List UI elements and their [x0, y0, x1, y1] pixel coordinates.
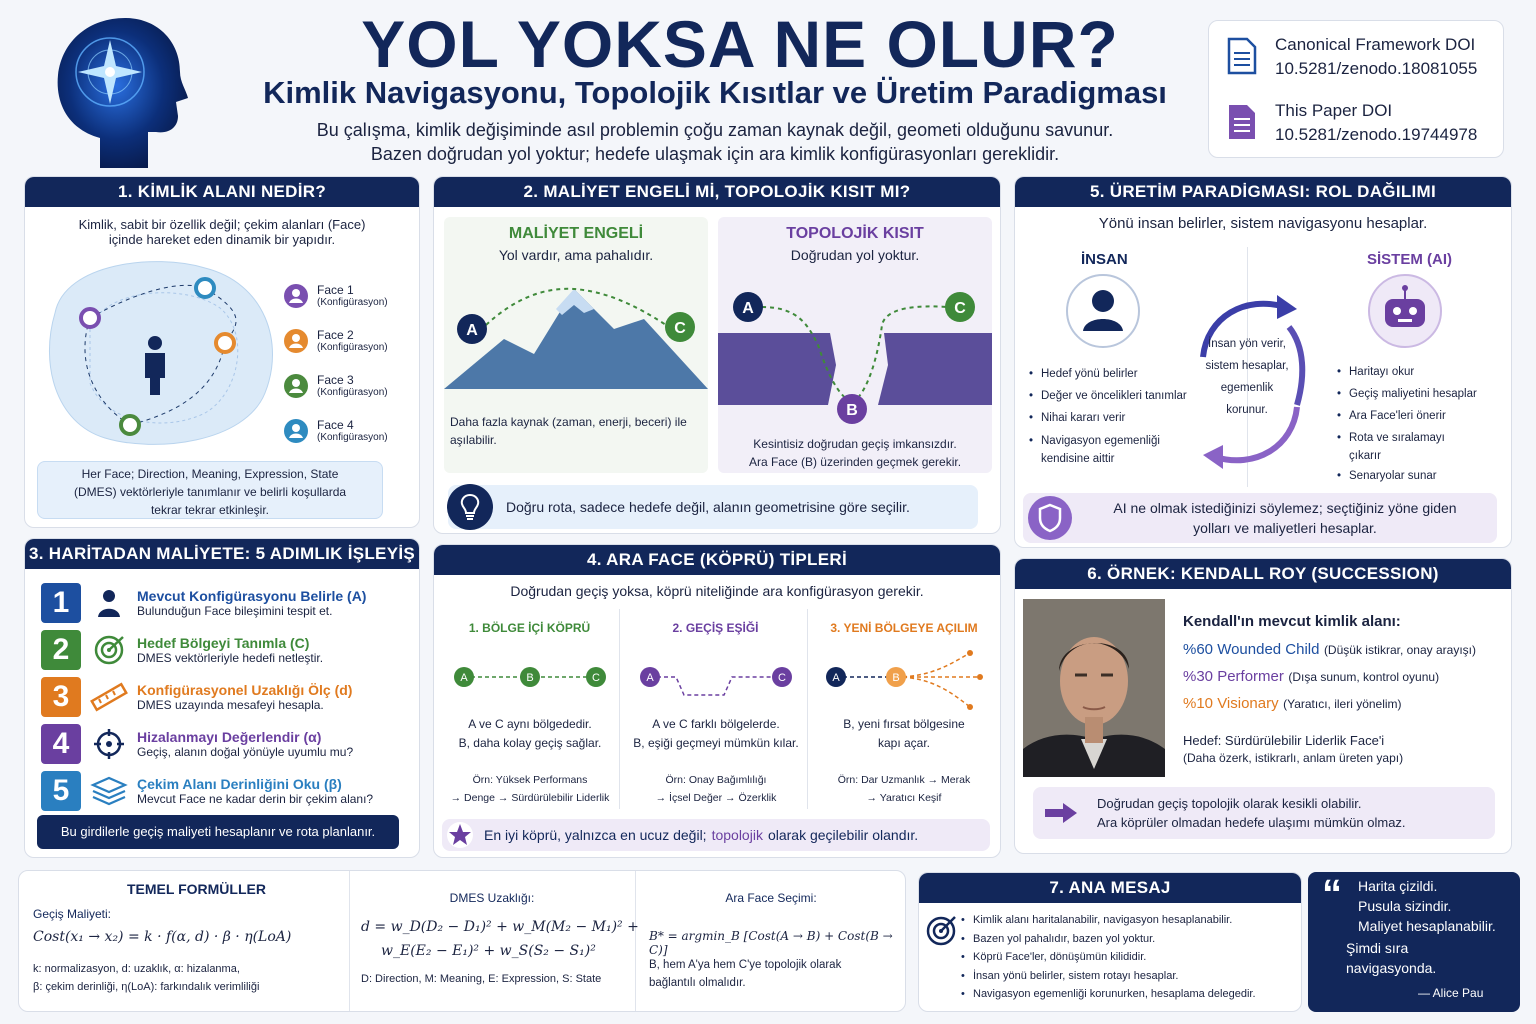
face-sub: (Konfigürasyon)	[317, 387, 388, 398]
quote-line-4: Şimdi sıra	[1346, 940, 1409, 956]
selection-formula-label: Ara Face Seçimi:	[725, 891, 817, 905]
section-2-cost-vs-topology	[433, 176, 1001, 534]
bridge-example-line: → İçsel Değer → Özerklik	[655, 792, 777, 804]
face-name: Face 4	[317, 418, 354, 432]
cost-desc-1: Daha fazla kaynak (zaman, enerji, beceri) ile	[450, 415, 687, 429]
paper-icon	[1227, 103, 1257, 141]
node-a-label: A	[832, 672, 840, 684]
doi-card	[1208, 20, 1504, 158]
quote-line-5: navigasyonda.	[1346, 960, 1437, 976]
bridge-diagram	[636, 661, 796, 701]
step-title: Çekim Alanı Derinliğini Oku (β)	[137, 775, 342, 792]
step-number: 3	[41, 677, 81, 717]
kendall-field-title: Kendall'ın mevcut kimlik alanı:	[1183, 613, 1401, 630]
face-name: Face 1	[317, 283, 354, 297]
step-number: 1	[41, 583, 81, 623]
cost-desc	[450, 413, 687, 449]
head-logo	[40, 10, 190, 170]
lightbulb-icon	[446, 483, 494, 531]
cost-formula-label: Geçiş Maliyeti:	[33, 907, 112, 921]
target-arrow-icon	[925, 913, 959, 947]
topo-title: TOPOLOJİK KISIT	[786, 225, 924, 242]
step-number: 5	[41, 771, 81, 811]
system-item: • Geçiş maliyetini hesaplar	[1337, 383, 1507, 405]
main-message-item: • Navigasyon egemenliği korunurken, hesaplama delegedir.	[961, 985, 1299, 1004]
step-desc: Bulunduğun Face bileşimini tespit et.	[137, 603, 333, 618]
paper-doi-link[interactable]: 10.5281/zenodo.19744978	[1275, 125, 1478, 144]
bridge-type-card	[440, 609, 620, 809]
human-avatar-icon	[1063, 273, 1143, 349]
node-a-label: A	[742, 300, 754, 317]
section-7-main-message	[918, 872, 1302, 1012]
bridge-desc-line: B, daha kolay geçiş sağlar.	[458, 736, 602, 750]
selection-legend-2: bağlantılı olmalıdır.	[649, 977, 746, 989]
section-4-title: 4. ARA FACE (KÖPRÜ) TİPLERİ	[434, 545, 1000, 575]
center-line: korunur.	[1226, 404, 1268, 416]
section-5-title: 5. ÜRETİM PARADİGMASI: ROL DAĞILIMI	[1015, 177, 1511, 207]
face-legend-item	[283, 363, 413, 408]
topo-desc	[718, 435, 992, 471]
s5-note-1: AI ne olmak istediğinizi söylemez; seçtiğiniz yöne giden	[1113, 500, 1457, 516]
ruler-icon	[89, 681, 129, 713]
center-line: egemenlik	[1220, 382, 1274, 394]
step-item	[41, 767, 411, 814]
bridge-desc-line: kapı açar.	[877, 736, 931, 750]
main-message-item: • Köprü Face'ler, dönüşümün kilididir.	[961, 948, 1299, 967]
s5-note-2: yolları ve maliyetleri hesaplar.	[1193, 520, 1377, 536]
s1-desc-2: içinde hareket eden dinamik bir yapıdır.	[108, 232, 336, 247]
s5-intro: Yönü insan belirler, sistem navigasyonu hesaplar.	[1098, 215, 1428, 232]
topo-desc-2: Ara Face (B) üzerinden geçmek gerekir.	[748, 455, 962, 469]
formulas-panel	[18, 870, 906, 1012]
s6-note	[1033, 787, 1495, 839]
kendall-item-main: %10 Visionary	[1183, 695, 1279, 712]
kendall-goal: Hedef: Sürdürülebilir Liderlik Face'i	[1183, 733, 1385, 748]
step-title: Konfigürasyonel Uzaklığı Ölç (d)	[137, 681, 353, 698]
s6-note-2: Ara köprüler olmadan hedefe ulaşımı mümkün olmaz.	[1097, 815, 1406, 830]
system-label: SİSTEM (AI)	[1367, 251, 1452, 268]
step-item	[41, 579, 411, 626]
kendall-item	[1183, 695, 1509, 722]
bridge-type-desc	[624, 715, 808, 753]
section-1-identity-field	[24, 176, 420, 528]
face-sub: (Konfigürasyon)	[317, 432, 388, 443]
bridge-diagram	[822, 649, 992, 713]
face-avatar-icon	[283, 283, 309, 309]
bridge-type-example	[624, 771, 808, 807]
s5-center-text	[1183, 333, 1311, 421]
quote-card	[1308, 872, 1520, 1012]
brain-compass-icon	[40, 10, 190, 170]
identity-field-diagram	[35, 253, 285, 453]
step-desc: DMES uzayında mesafeyi hesapla.	[137, 697, 324, 712]
bridge-desc-line: B, eşiği geçmeyi mümkün kılar.	[633, 736, 799, 750]
bridge-type-example	[440, 771, 620, 807]
bridge-type-card	[624, 609, 808, 809]
kendall-item	[1183, 641, 1509, 668]
bridge-example-line: Örn: Yüksek Performans	[472, 774, 588, 786]
node-c-label: C	[954, 300, 966, 317]
quote-line-1: Harita çizildi.	[1358, 878, 1438, 894]
s4-footer-a: En iyi köprü, yalnızca en ucuz değil;	[484, 827, 707, 843]
system-item: • Haritayı okur	[1337, 361, 1507, 383]
node-b-label: B	[892, 672, 900, 684]
page-title: YOL YOKSA NE OLUR?	[361, 7, 1119, 81]
page-subtitle: Kimlik Navigasyonu, Topolojik Kısıtlar ve Üretim Paradigması	[263, 75, 1167, 110]
center-line: sistem hesaplar,	[1205, 360, 1289, 372]
step-title: Hizalanmayı Değerlendir (α)	[137, 728, 322, 745]
step-item	[41, 720, 411, 767]
paper-doi-label: This Paper DOI	[1275, 101, 1393, 120]
s1-desc-1: Kimlik, sabit bir özellik değil; çekim alanları (Face)	[78, 217, 366, 232]
arrow-right-icon	[1043, 801, 1079, 825]
face-sub: (Konfigürasyon)	[317, 297, 388, 308]
face-legend	[283, 273, 413, 453]
system-item: • Senaryolar sunar	[1337, 465, 1507, 487]
system-items	[1337, 361, 1507, 487]
human-items	[1029, 363, 1199, 468]
s1-note-2: (DMES) vektörleriyle tanımlanır ve belirli koşullarda	[73, 485, 347, 499]
kendall-item-detail: (Düşük istikrar, onay arayışı)	[1323, 643, 1476, 657]
s4-footer-b: topolojik	[711, 827, 763, 843]
bridge-type-desc	[812, 715, 996, 753]
s4-intro: Doğrudan geçiş yoksa, köprü niteliğinde ara konfigürasyon gerekir.	[510, 583, 924, 599]
s1-note-1: Her Face; Direction, Meaning, Expression, State	[81, 467, 339, 481]
node-b-label: B	[526, 672, 534, 684]
formulas-title: TEMEL FORMÜLLER	[127, 881, 266, 897]
s4-footer	[442, 819, 990, 851]
bridge-diagram	[450, 661, 610, 693]
system-item: • Rota ve sıralamayı çıkarır	[1337, 429, 1457, 465]
cost-formula-legend-2: β: çekim derinliği, η(LoA): farkındalık verimliliği	[33, 981, 260, 993]
center-line: İnsan yön verir,	[1208, 338, 1286, 350]
cost-desc-2: aşılabilir.	[450, 433, 497, 447]
cost-formula: Cost(x₁ → x₂) = k · f(α, d) · β · η(LoA)	[33, 929, 292, 945]
quote-mark: “	[1322, 872, 1342, 916]
kendall-items	[1183, 641, 1509, 722]
layers-icon	[89, 775, 129, 807]
s5-note	[1023, 493, 1497, 543]
node-c-label: C	[592, 672, 600, 684]
node-a-label: A	[646, 672, 654, 684]
cost-title: MALİYET ENGELİ	[508, 225, 644, 242]
quote-line-3: Maliyet hesaplanabilir.	[1358, 918, 1496, 934]
star-icon	[446, 821, 474, 849]
s4-footer-c: olarak geçilebilir olandır.	[767, 827, 919, 843]
face-legend-item	[283, 318, 413, 363]
dmes-formula-2: w_E(E₂ − E₁)² + w_S(S₂ − S₁)²	[381, 943, 596, 959]
topo-sub: Doğrudan yol yoktur.	[790, 247, 920, 263]
face-avatar-icon	[283, 328, 309, 354]
human-item: • Navigasyon egemenliği kendisine aittir	[1029, 432, 1199, 468]
s5-note-text	[1073, 498, 1497, 538]
step-number: 4	[41, 724, 81, 764]
section-6-kendall-example	[1014, 558, 1512, 854]
kendall-item-detail: (Dışa sunum, kontrol oyunu)	[1288, 670, 1440, 684]
s3-footer: Bu girdilerle geçiş maliyeti hesaplanır ve rota planlanır.	[37, 815, 399, 849]
intro-line-2: Bazen doğrudan yol yoktur; hedefe ulaşmak için ara kimlik konfigürasyonları gereklidir.	[370, 144, 1060, 164]
bridge-desc-line: A ve C aynı bölgededir.	[468, 717, 592, 731]
intro-line-1: Bu çalışma, kimlik değişiminde asıl problemin çoğu zaman kaynak değil, geometi olduğunu savunur.	[316, 120, 1114, 140]
section-2-title: 2. MALİYET ENGELİ Mİ, TOPOLOJİK KISIT MI?	[434, 177, 1000, 207]
kendall-goal-sub: (Daha özerk, istikrarlı, anlam üreten yapı)	[1183, 751, 1404, 765]
bridge-type-title: 1. BÖLGE İÇİ KÖPRÜ	[468, 621, 591, 635]
quote-author: — Alice Pau	[1418, 986, 1484, 1000]
bridge-example-line: → Denge → Sürdürülebilir Liderlik	[450, 792, 610, 804]
document-icon	[1227, 37, 1257, 75]
s6-note-text	[1097, 794, 1406, 832]
cost-barrier-card	[444, 217, 708, 473]
section-5-production-paradigm	[1014, 176, 1512, 548]
section-4-bridge-types	[433, 544, 1001, 858]
bridge-type-desc	[440, 715, 620, 753]
face-legend-item	[283, 273, 413, 318]
step-desc: DMES vektörleriyle hedefi netleştir.	[137, 650, 324, 665]
selection-formula: B* = argmin_B [Cost(A → B) + Cost(B → C)]	[649, 929, 893, 957]
kendall-item-main: %60 Wounded Child	[1183, 641, 1320, 658]
main-message-item: • Kimlik alanı haritalanabilir, navigasyon hesaplanabilir.	[961, 911, 1299, 930]
node-b-label: B	[846, 402, 858, 419]
topo-desc-1: Kesintisiz doğrudan geçiş imkansızdır.	[753, 437, 957, 451]
node-a-label: A	[460, 672, 468, 684]
node-c-label: C	[778, 672, 786, 684]
human-item: • Değer ve öncelikleri tanımlar	[1029, 385, 1199, 407]
s1-note-3: tekrar tekrar etkinleşir.	[150, 503, 270, 517]
dmes-formula-1: d = w_D(D₂ − D₁)² + w_M(M₂ − M₁)² +	[361, 919, 639, 935]
target-icon	[89, 634, 129, 666]
bridge-type-example	[812, 771, 996, 807]
kendall-item-main: %30 Performer	[1183, 668, 1284, 685]
system-item: • Ara Face'leri önerir	[1337, 405, 1507, 427]
s1-note	[37, 461, 383, 519]
section-7-title: 7. ANA MESAJ	[919, 873, 1301, 903]
step-title: Hedef Bölgeyi Tanımla (C)	[137, 634, 310, 651]
kendall-item-detail: (Yaratıcı, ileri yönelim)	[1283, 697, 1402, 711]
dmes-formula-label: DMES Uzaklığı:	[449, 891, 535, 905]
face-name: Face 2	[317, 328, 354, 342]
bridge-type-title: 2. GEÇİŞ EŞİĞİ	[672, 621, 759, 635]
human-item: • Nihai kararı verir	[1029, 407, 1199, 429]
human-label: İNSAN	[1081, 251, 1128, 268]
bridge-type-card	[812, 609, 996, 809]
kendall-item	[1183, 668, 1509, 695]
framework-doi-link[interactable]: 10.5281/zenodo.18081055	[1275, 59, 1478, 78]
step-title: Mevcut Konfigürasyonu Belirle (A)	[137, 587, 367, 604]
quote-line-2: Pusula sizindir.	[1358, 898, 1452, 914]
face-avatar-icon	[283, 373, 309, 399]
bridge-desc-line: A ve C farklı bölgelerde.	[652, 717, 780, 731]
robot-icon	[1365, 273, 1445, 349]
bridge-example-line: → Yaratıcı Keşif	[866, 792, 942, 804]
node-a-label: A	[466, 322, 478, 339]
section-3-title: 3. HARİTADAN MALİYETE: 5 ADIMLIK İŞLEYİŞ	[25, 539, 419, 569]
bridge-example-line: Örn: Dar Uzmanlık → Merak	[837, 774, 971, 786]
main-message-item: • Bazen yol pahalıdır, bazen yol yoktur.	[961, 930, 1299, 949]
face-avatar-icon	[283, 418, 309, 444]
cost-formula-legend-1: k: normalizasyon, d: uzaklık, α: hizalanma,	[33, 963, 240, 975]
human-item: • Hedef yönü belirler	[1029, 363, 1199, 385]
steps-list	[41, 579, 411, 814]
bridge-example-line: Örn: Onay Bağımlılığı	[665, 774, 767, 786]
face-name: Face 3	[317, 373, 354, 387]
shield-icon	[1027, 495, 1073, 541]
section-6-title: 6. ÖRNEK: KENDALL ROY (SUCCESSION)	[1015, 559, 1511, 589]
mountain-icon	[444, 279, 708, 399]
main-message-item: • İnsan yönü belirler, sistem rotayı hesaplar.	[961, 967, 1299, 986]
section-1-title: 1. KİMLİK ALANI NEDİR?	[25, 177, 419, 207]
selection-legend-1: B, hem A'ya hem C'ye topolojik olarak	[649, 959, 842, 971]
bridge-type-title: 3. YENİ BÖLGEYE AÇILIM	[830, 621, 978, 635]
crosshair-icon	[89, 728, 129, 760]
section-3-five-steps	[24, 538, 420, 858]
step-desc: Geçiş, alanın doğal yönüyle uyumlu mu?	[137, 744, 354, 759]
node-c-label: C	[674, 320, 686, 337]
s2-tip-text: Doğru rota, sadece hedefe değil, alanın geometrisine göre seçilir.	[506, 499, 910, 515]
main-message-list	[961, 911, 1299, 1004]
s6-note-1: Doğrudan geçiş topolojik olarak kesikli olabilir.	[1097, 796, 1362, 811]
bridge-desc-line: B, yeni fırsat bölgesine	[843, 717, 965, 731]
canyon-icon	[718, 285, 992, 425]
cost-sub: Yol vardır, ama pahalıdır.	[498, 247, 654, 263]
topological-constraint-card	[718, 217, 992, 473]
dmes-legend: D: Direction, M: Meaning, E: Expression, S: State	[361, 973, 602, 985]
face-legend-item	[283, 408, 413, 453]
step-desc: Mevcut Face ne kadar derin bir çekim alanı?	[137, 791, 374, 806]
face-sub: (Konfigürasyon)	[317, 342, 388, 353]
step-number: 2	[41, 630, 81, 670]
portrait-photo	[1023, 599, 1165, 777]
s2-tip	[448, 485, 978, 529]
step-item	[41, 673, 411, 720]
person-icon	[89, 587, 129, 619]
step-item	[41, 626, 411, 673]
framework-doi-label: Canonical Framework DOI	[1275, 35, 1476, 54]
